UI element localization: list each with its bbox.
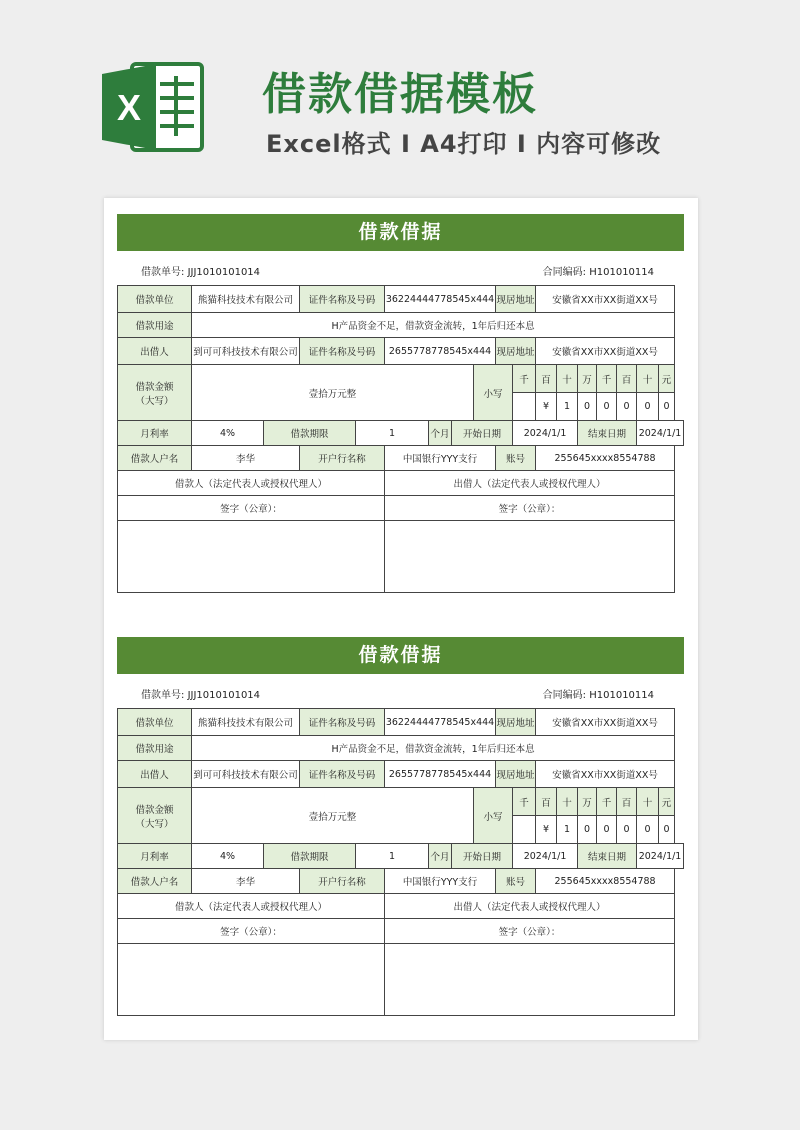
id-label: 证件名称及号码 xyxy=(300,286,385,313)
digit-cell[interactable]: 0 xyxy=(659,393,675,421)
lender-address-label: 现居地址 xyxy=(496,761,536,788)
purpose-cell[interactable]: H产品资金不足，借款资金流转，1年后归还本息 xyxy=(192,313,675,338)
small-amount-label: 小写 xyxy=(474,788,513,844)
borrower-unit-cell[interactable]: 熊猫科技技术有限公司 xyxy=(192,286,300,313)
digit-cell[interactable]: 0 xyxy=(637,393,659,421)
digit-cell[interactable]: 0 xyxy=(659,816,675,844)
start-cell[interactable]: 2024/1/1 xyxy=(513,421,578,446)
digit-head: 元 xyxy=(659,365,675,393)
digit-head: 十 xyxy=(557,365,578,393)
form-meta xyxy=(117,251,684,285)
end-cell[interactable]: 2024/1/1 xyxy=(637,421,684,446)
lender-address-cell[interactable]: 安徽省XX市XX街道XX号 xyxy=(536,338,675,365)
amount-label: 借款金额 （大写） xyxy=(118,788,192,844)
address-label: 现居地址 xyxy=(496,709,536,736)
borrower-id-cell[interactable]: 36224444778545x444 xyxy=(385,286,496,313)
borrower-seal-label: 签字（公章）： xyxy=(118,496,385,521)
digit-cell[interactable]: 0 xyxy=(597,393,617,421)
lender-sign-label: 出借人（法定代表人或授权代理人） xyxy=(385,471,675,496)
address-label: 现居地址 xyxy=(496,286,536,313)
borrower-unit-label: 借款单位 xyxy=(118,286,192,313)
borrower-unit-label: 借款单位 xyxy=(118,709,192,736)
start-label: 开始日期 xyxy=(452,844,513,869)
account-name-cell[interactable]: 李华 xyxy=(192,446,300,471)
digit-cell[interactable]: 0 xyxy=(578,816,597,844)
lender-label: 出借人 xyxy=(118,761,192,788)
digit-head: 千 xyxy=(597,788,617,816)
digit-head: 千 xyxy=(513,365,536,393)
logo-letter: X xyxy=(116,87,142,128)
borrower-signature-area[interactable] xyxy=(118,521,385,593)
start-cell[interactable]: 2024/1/1 xyxy=(513,844,578,869)
lender-signature-area[interactable] xyxy=(385,521,675,593)
lender-label: 出借人 xyxy=(118,338,192,365)
bank-cell[interactable]: 中国银行YYY支行 xyxy=(385,869,496,894)
loan-table xyxy=(117,708,684,1016)
start-label: 开始日期 xyxy=(452,421,513,446)
account-label: 账号 xyxy=(496,446,536,471)
rate-label: 月利率 xyxy=(118,421,192,446)
excel-logo-icon xyxy=(98,58,210,156)
bank-label: 开户行名称 xyxy=(300,446,385,471)
contract-number: 合同编码: H101010114 xyxy=(542,690,654,701)
borrower-signature-area[interactable] xyxy=(118,944,385,1016)
account-name-label: 借款人户名 xyxy=(118,869,192,894)
end-label: 结束日期 xyxy=(578,421,637,446)
loan-form-2 xyxy=(117,637,684,1016)
lender-id-label: 证件名称及号码 xyxy=(300,338,385,365)
borrower-unit-cell[interactable]: 熊猫科技技术有限公司 xyxy=(192,709,300,736)
digit-head: 千 xyxy=(597,365,617,393)
digit-cell[interactable]: 0 xyxy=(578,393,597,421)
digit-head: 千 xyxy=(513,788,536,816)
term-unit: 个月 xyxy=(429,421,452,446)
rate-label: 月利率 xyxy=(118,844,192,869)
end-cell[interactable]: 2024/1/1 xyxy=(637,844,684,869)
amount-upper-cell[interactable]: 壹拾万元整 xyxy=(192,788,474,844)
digit-cell[interactable]: 1 xyxy=(557,816,578,844)
bank-cell[interactable]: 中国银行YYY支行 xyxy=(385,446,496,471)
page-title: 借款借据模板 xyxy=(262,69,538,120)
account-cell[interactable]: 255645xxxx8554788 xyxy=(536,446,675,471)
digit-cell[interactable]: ¥ xyxy=(536,816,557,844)
digit-head: 百 xyxy=(536,788,557,816)
digit-cell[interactable]: 0 xyxy=(617,393,637,421)
lender-address-cell[interactable]: 安徽省XX市XX街道XX号 xyxy=(536,761,675,788)
doc-number: 借款单号: JJJ1010101014 xyxy=(141,267,261,278)
term-cell[interactable]: 1 xyxy=(356,421,429,446)
small-amount-label: 小写 xyxy=(474,365,513,421)
lender-address-label: 现居地址 xyxy=(496,338,536,365)
amount-upper-cell[interactable]: 壹拾万元整 xyxy=(192,365,474,421)
purpose-cell[interactable]: H产品资金不足，借款资金流转，1年后归还本息 xyxy=(192,736,675,761)
digit-head: 万 xyxy=(578,365,597,393)
lender-cell[interactable]: 到可可科技技术有限公司 xyxy=(192,338,300,365)
borrower-address-cell[interactable]: 安徽省XX市XX街道XX号 xyxy=(536,286,675,313)
digit-cell[interactable]: 0 xyxy=(637,816,659,844)
digit-head: 万 xyxy=(578,788,597,816)
digit-head: 元 xyxy=(659,788,675,816)
borrower-address-cell[interactable]: 安徽省XX市XX街道XX号 xyxy=(536,709,675,736)
form-title: 借款借据 xyxy=(117,637,684,674)
end-label: 结束日期 xyxy=(578,844,637,869)
lender-seal-label: 签字（公章）： xyxy=(385,496,675,521)
lender-id-cell[interactable]: 2655778778545x444 xyxy=(385,761,496,788)
lender-sign-label: 出借人（法定代表人或授权代理人） xyxy=(385,894,675,919)
rate-cell[interactable]: 4% xyxy=(192,421,264,446)
doc-number: 借款单号: JJJ1010101014 xyxy=(141,690,261,701)
account-label: 账号 xyxy=(496,869,536,894)
amount-label: 借款金额 （大写） xyxy=(118,365,192,421)
digit-head: 百 xyxy=(536,365,557,393)
digit-head: 百 xyxy=(617,365,637,393)
digit-cell[interactable]: ¥ xyxy=(536,393,557,421)
form-meta xyxy=(117,674,684,708)
loan-table xyxy=(117,285,684,593)
digit-head: 十 xyxy=(637,788,659,816)
digit-cell[interactable]: 0 xyxy=(617,816,637,844)
term-label: 借款期限 xyxy=(264,844,356,869)
digit-head: 十 xyxy=(557,788,578,816)
lender-cell[interactable]: 到可可科技技术有限公司 xyxy=(192,761,300,788)
digit-cell[interactable]: 0 xyxy=(597,816,617,844)
form-title: 借款借据 xyxy=(117,214,684,251)
id-label: 证件名称及号码 xyxy=(300,709,385,736)
lender-id-label: 证件名称及号码 xyxy=(300,761,385,788)
lender-id-cell[interactable]: 2655778778545x444 xyxy=(385,338,496,365)
bank-label: 开户行名称 xyxy=(300,869,385,894)
digit-cell[interactable] xyxy=(513,816,536,844)
digit-head: 百 xyxy=(617,788,637,816)
borrower-seal-label: 签字（公章）： xyxy=(118,919,385,944)
digit-head: 十 xyxy=(637,365,659,393)
rate-cell[interactable]: 4% xyxy=(192,844,264,869)
lender-seal-label: 签字（公章）： xyxy=(385,919,675,944)
account-cell[interactable]: 255645xxxx8554788 xyxy=(536,869,675,894)
borrower-id-cell[interactable]: 36224444778545x444 xyxy=(385,709,496,736)
borrower-sign-label: 借款人（法定代表人或授权代理人） xyxy=(118,471,385,496)
digit-cell[interactable] xyxy=(513,393,536,421)
digit-cell[interactable]: 1 xyxy=(557,393,578,421)
term-label: 借款期限 xyxy=(264,421,356,446)
page-subtitle: Excel格式 I A4打印 I 内容可修改 xyxy=(266,130,662,158)
account-name-label: 借款人户名 xyxy=(118,446,192,471)
lender-signature-area[interactable] xyxy=(385,944,675,1016)
term-cell[interactable]: 1 xyxy=(356,844,429,869)
contract-number: 合同编码: H101010114 xyxy=(542,267,654,278)
term-unit: 个月 xyxy=(429,844,452,869)
borrower-sign-label: 借款人（法定代表人或授权代理人） xyxy=(118,894,385,919)
loan-form-1 xyxy=(117,214,684,593)
account-name-cell[interactable]: 李华 xyxy=(192,869,300,894)
purpose-label: 借款用途 xyxy=(118,313,192,338)
purpose-label: 借款用途 xyxy=(118,736,192,761)
